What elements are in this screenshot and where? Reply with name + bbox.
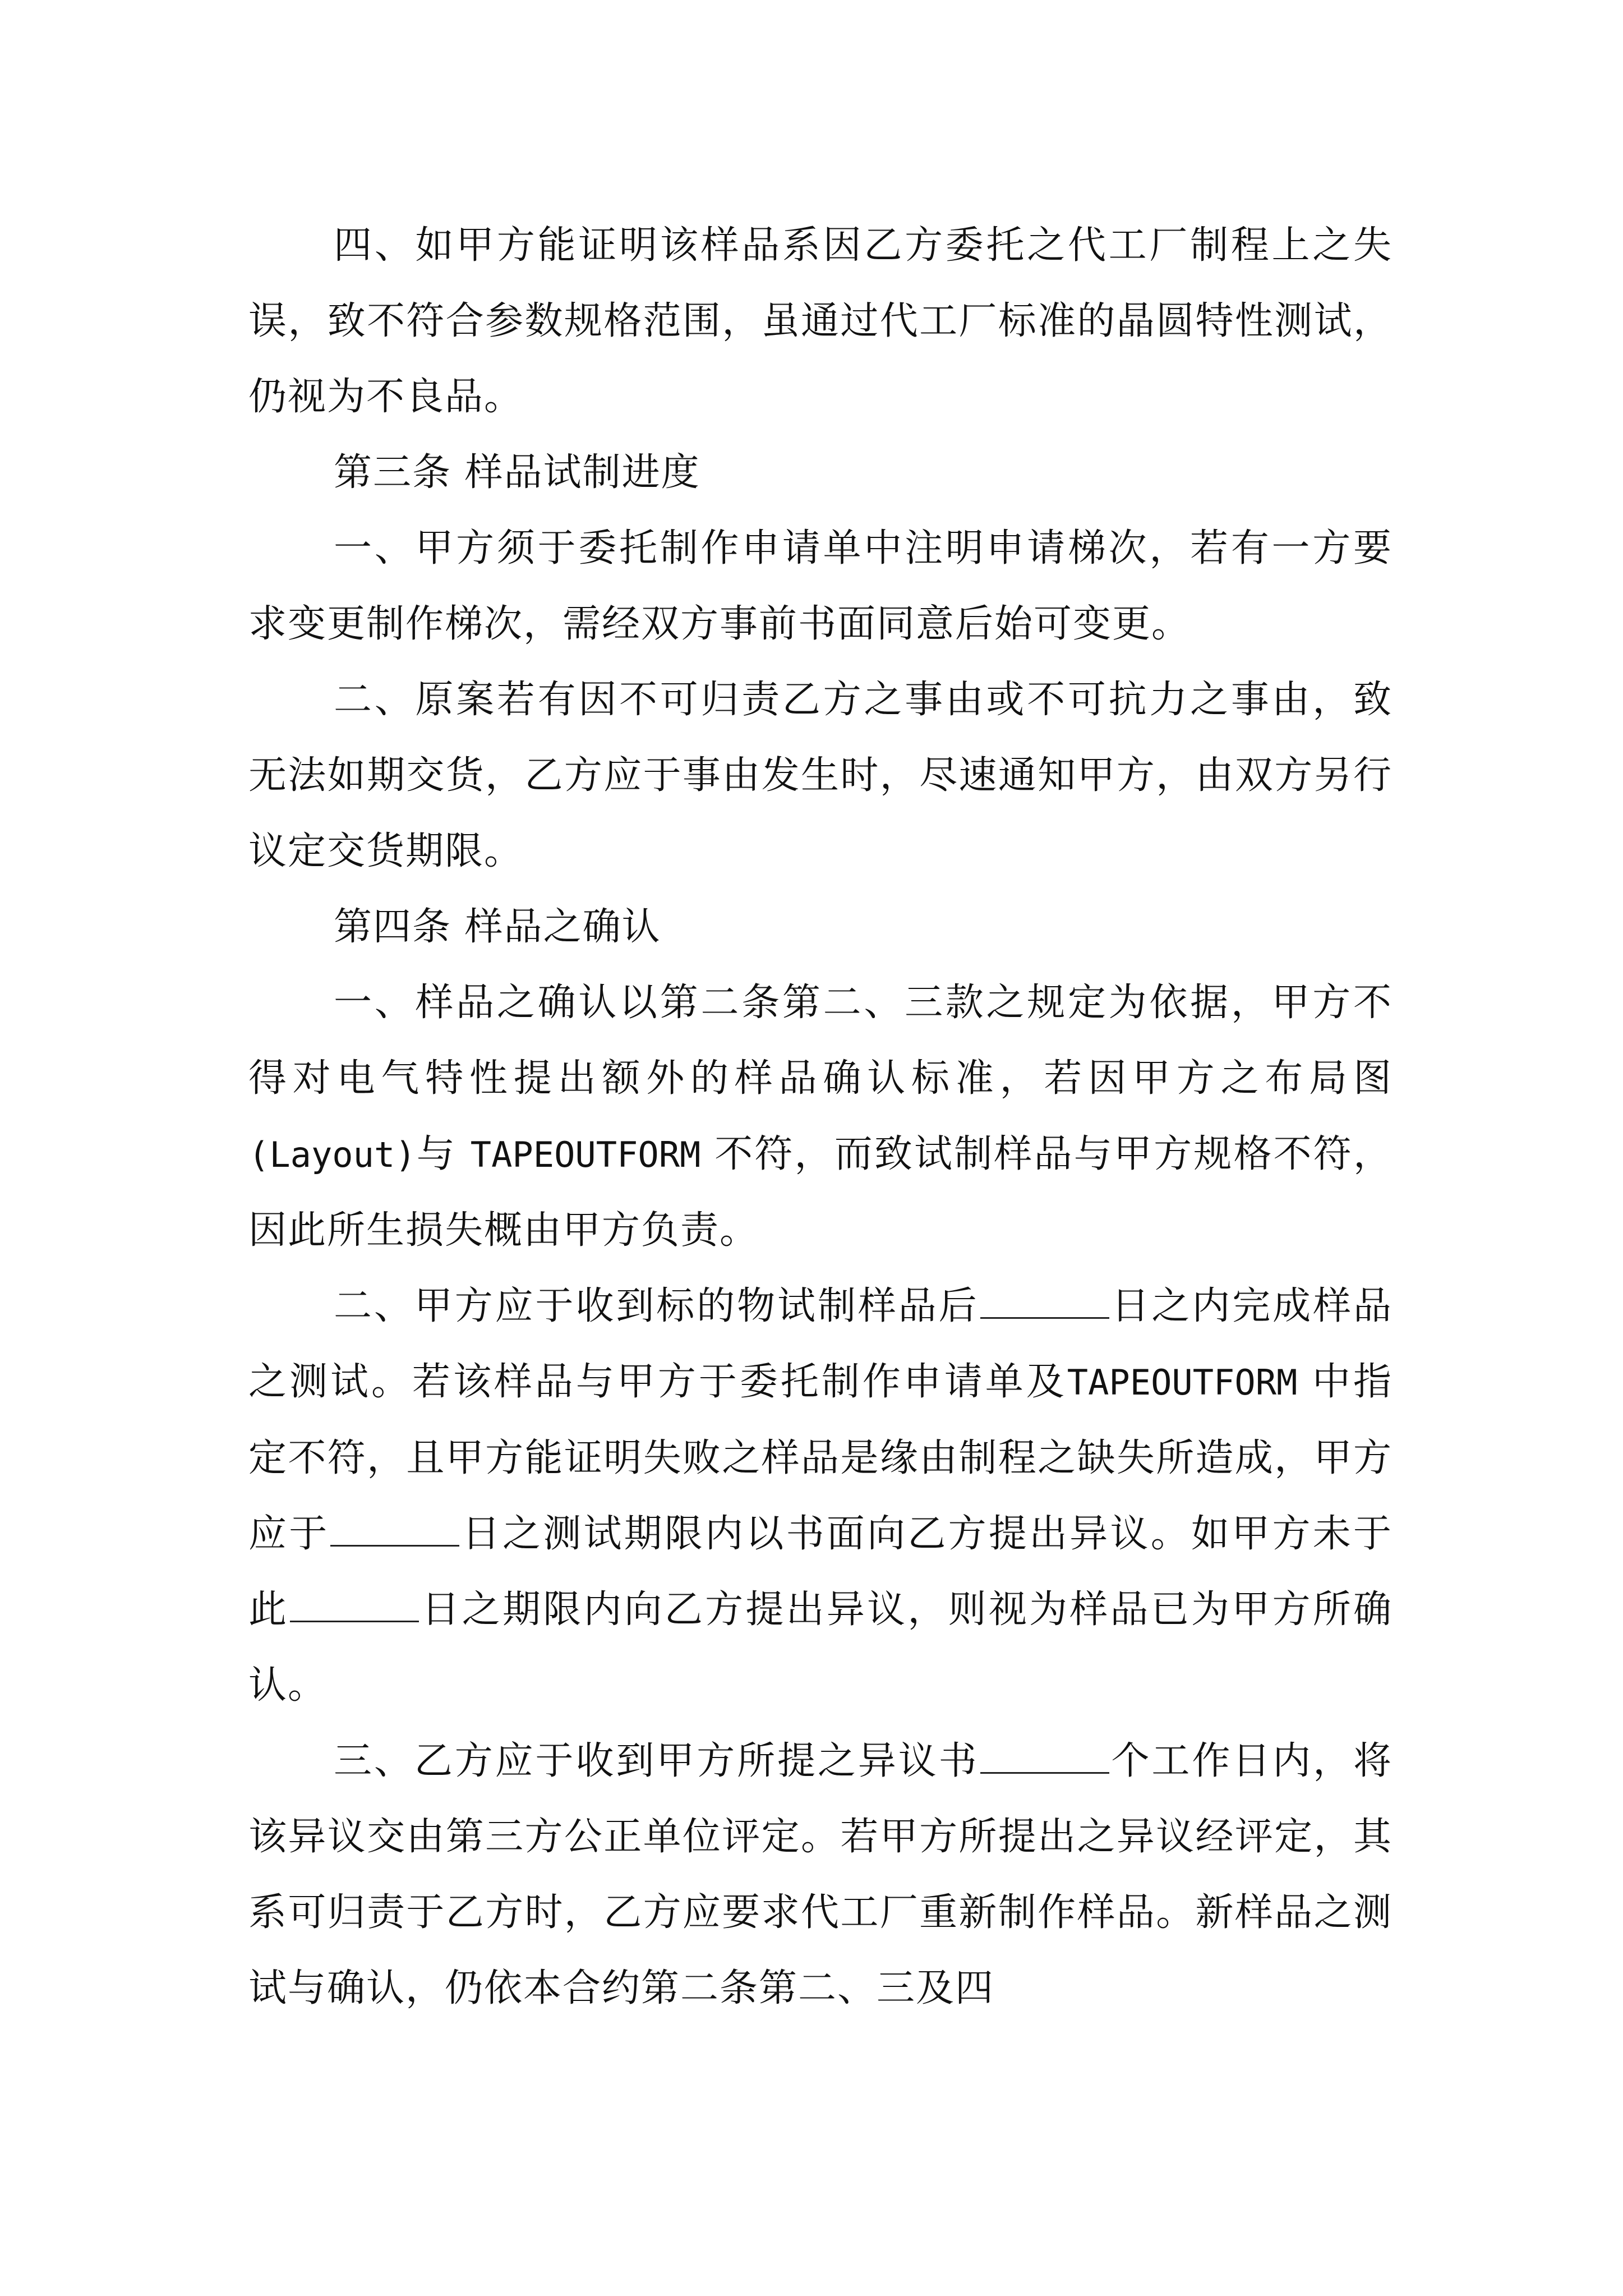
clause-paragraph: [248, 1268, 1393, 1723]
clause-paragraph: 四、如甲方能证明该样品系因乙方委托之代工厂制程上之失误，致不符合参数规格范围，虽通过代工厂标准的晶圆特性测试，仍视为不良品。: [248, 223, 1393, 419]
clause-paragraph: 一、甲方须于委托制作申请单中注明申请梯次，若有一方要求变更制作梯次，需经双方事前书面同意后始可变更。: [248, 526, 1393, 646]
clause-paragraph: [248, 1723, 1393, 2026]
fill-in-blank[interactable]: [980, 1738, 1109, 1774]
clause-paragraph: 二、原案若有因不可归责乙方之事由或不可抗力之事由，致无法如期交货，乙方应于事由发生时，尽速通知甲方，由双方另行议定交货期限。: [248, 678, 1393, 873]
fill-in-blank[interactable]: [330, 1511, 459, 1547]
fill-in-blank[interactable]: [980, 1283, 1109, 1319]
clause-text: 日之内完成样品之测试。若该样品与甲方于委托制作申请单及: [248, 1284, 1393, 1404]
clause-term: (Layout): [248, 1134, 416, 1175]
clause-text: 不符，而致试制样品与甲方规格不符，因此所生损失概由甲方负责。: [248, 1132, 1393, 1253]
clause-text: 三、乙方应于收到甲方所提之异议书: [334, 1739, 979, 1783]
document-body: [248, 208, 1393, 2026]
clause-text: 中指定不符，且甲方能证明失败之样品是缘由制程之缺失所造成，甲方应于: [248, 1360, 1393, 1556]
article-heading: 第三条 样品试制进度: [334, 450, 700, 495]
clause-term: TAPEOUTFORM: [1067, 1362, 1298, 1403]
fill-in-blank[interactable]: [290, 1587, 419, 1622]
clause-text: 与: [416, 1132, 457, 1176]
clause-text: 日之测试期限内以书面向乙方提出异议。如甲方未于此: [248, 1512, 1393, 1632]
article-heading: 第四条 样品之确认: [334, 905, 661, 949]
clause-term: TAPEOUTFORM: [470, 1134, 701, 1175]
clause-text: 个工作日内，将该异议交由第三方公正单位评定。若甲方所提出之异议经评定，其系可归责于乙方时，乙方应要求代工厂重新制作样品。新样品之测试与确认，仍依本合约第二条第二、三及四: [248, 1739, 1393, 2010]
clause-text: 二、甲方应于收到标的物试制样品后: [334, 1284, 979, 1328]
clause-text: 一、样品之确认以第二条第二、三款之规定为依据，甲方不得对电气特性提出额外的样品确认标准，若因甲方之布局图: [248, 981, 1393, 1101]
clause-text: 日之期限内向乙方提出异议，则视为样品已为甲方所确认。: [248, 1588, 1393, 1708]
clause-paragraph: [248, 965, 1393, 1268]
